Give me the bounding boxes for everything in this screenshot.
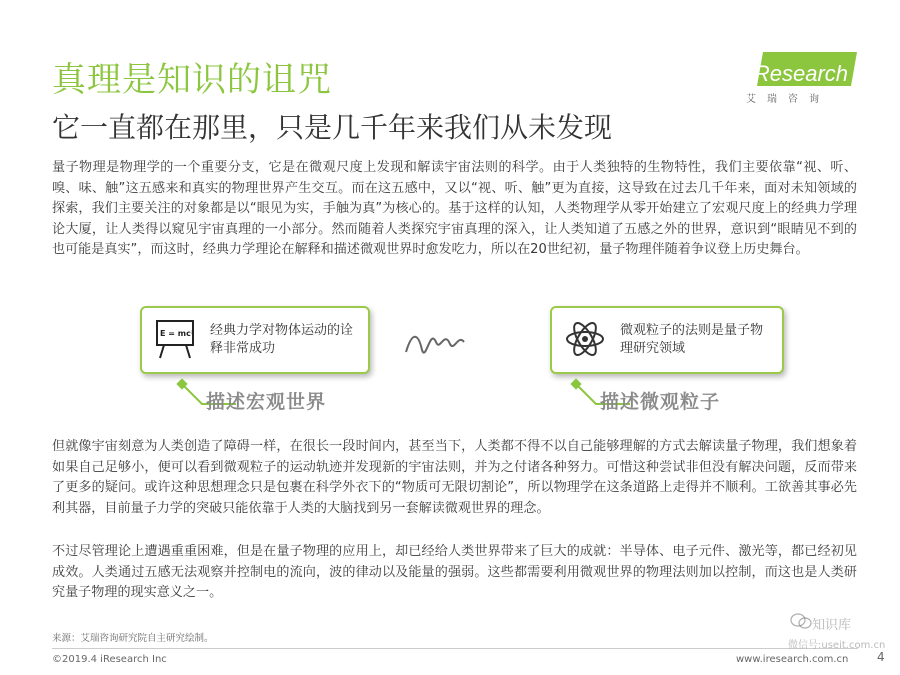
classical-mechanics-card: [140, 306, 370, 374]
page-subtitle: 它一直都在那里，只是几千年来我们从未发现: [52, 111, 613, 144]
quantum-card-text: 微观粒子的法则是量子物理研究领域: [620, 323, 764, 356]
source-note: 来源：艾瑞咨询研究院自主研究绘制。: [52, 633, 214, 644]
page-number: 4: [877, 650, 885, 664]
watermark-wechat-id: 微信号:useit.com.cn: [788, 640, 886, 651]
wave-icon: [404, 322, 466, 362]
page-title: 真理是知识的诅咒: [52, 60, 332, 100]
wechat-watermark-icon: [790, 612, 812, 630]
copyright-text: ©2019.4 iResearch Inc: [52, 654, 167, 665]
obstacle-paragraph: 但就像宇宙刻意为人类创造了障碍一样，在很长一段时间内，甚至当下，人类都不得不以自己能够理解的方式去解读量子物理，我们想象着如果自己足够小，便可以看到微观粒子的运动轨迹并发现新的宇宙法则，并为之付诸各种努力。可惜这种尝试非但没有解决问题，反而带来了更多的疑问。或许这种思想理念只是包裹在科学外衣下的“物质可无限切割论”，所以物理学在这条道路上走得并不顺利。工欲善其事必先利其器，目前量子力学的突破只能依靠于人类的大脑找到另一套解读微观世界的理念。: [52, 439, 857, 516]
micro-particles-caption: 描述微观粒子: [600, 391, 721, 413]
logo-chinese-name: 艾瑞咨询: [746, 94, 830, 105]
classical-card-text: 经典力学对物体运动的诠释非常成功: [210, 323, 354, 356]
intro-paragraph: 量子物理是物理学的一个重要分支，它是在微观尺度上发现和解读宇宙法则的科学。由于人类独特的生物特性，我们主要依靠“视、听、嗅、味、触”这五感来和真实的物理世界产生交互。而在这五感中，又以“视、听、触”更为直接，这导致在过去几千年来，面对未知领域的探索，我们主要关注的对象都是以“眼见为实，手触为真”为核心的。基于这样的认知，人类物理学从零开始建立了宏观尺度上的经典力学理论大厦，让人类得以窥见宇宙真理的一小部分。然而随着人类探究宇宙真理的深入，让人类知道了五感之外的世界，意识到“眼睛见不到的也可能是真实”，而这时，经典力学理论在解释和描述微观世界时愈发吃力，所以在20世纪初，量子物理伴随着争议登上历史舞台。: [52, 160, 857, 257]
website-link[interactable]: www.iresearch.com.cn: [736, 654, 849, 665]
svg-text:iResearch: iResearch: [749, 61, 849, 86]
application-paragraph: 不过尽管理论上遭遇重重困难，但是在量子物理的应用上，却已经给人类世界带来了巨大的成就：半导体、电子元件、激光等，都已经初见成效。人类通过五感无法观察并控制电的流向，波的律动以及能量的强弱。这些都需要利用微观世界的物理法则加以控制，而这也是人类研究量子物理的现实意义之一。: [52, 544, 857, 600]
watermark-text: 知识库: [812, 618, 852, 633]
footer-divider: [52, 648, 858, 649]
macro-world-caption: 描述宏观世界: [206, 391, 327, 413]
formula-text: E = mc²: [160, 329, 195, 338]
blackboard-formula-icon: [154, 318, 196, 360]
atom-icon: [564, 318, 606, 360]
quantum-particles-card: [550, 306, 784, 374]
